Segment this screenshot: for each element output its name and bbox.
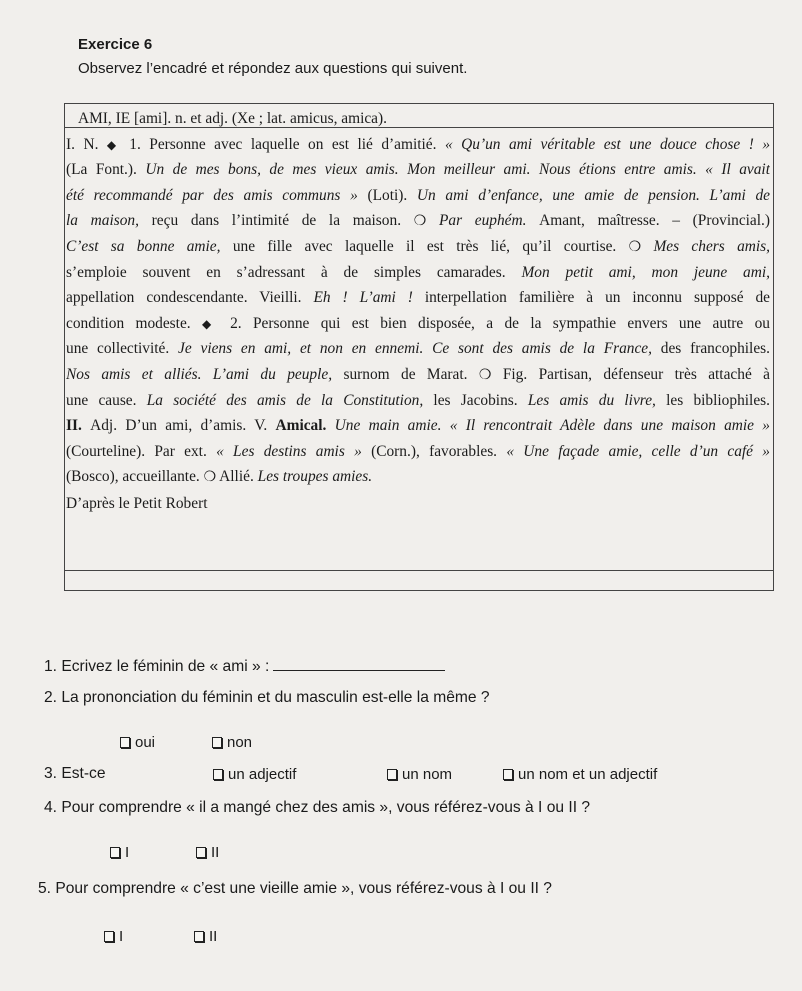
question-1-text: 1. Ecrivez le féminin de « ami » : (44, 658, 270, 675)
checkbox-icon[interactable] (110, 847, 120, 858)
checkbox-icon[interactable] (503, 769, 513, 780)
circle-bullet-icon: ❍ (478, 367, 492, 383)
entry-line-13: (Courteline). Par ext. « Les destins amis » (Corn.), favorables. « Une façade amie, celle d’un café » (66, 442, 770, 460)
entry-line-3: été recommandé par des amis communs » (Loti). Un ami d’enfance, une amie de pension. L’ami de (66, 186, 770, 204)
checkbox-icon[interactable] (213, 769, 223, 780)
question-1 (44, 656, 445, 676)
exercise-instruction: Observez l’encadré et répondez aux questions qui suivent. (78, 60, 468, 77)
q3-option-nom[interactable]: un nom (387, 766, 452, 783)
exercise-title: Exercice 6 (78, 36, 153, 53)
entry-line-4: la maison, reçu dans l’intimité de la maison. ❍ Par euphém. Amant, maîtresse. – (Provincial.) (66, 212, 770, 230)
checkbox-icon[interactable] (212, 737, 222, 748)
entry-line-1: I. N. ◆ 1. Personne avec laquelle on est lié d’amitié. « Qu’un ami véritable est une douce chose ! » (66, 135, 770, 153)
frame-divider-bottom (64, 570, 774, 571)
checkbox-icon[interactable] (194, 931, 204, 942)
entry-source: D’après le Petit Robert (66, 494, 208, 512)
q5-option-i[interactable]: I (104, 928, 123, 945)
entry-line-11: une cause. La société des amis de la Constitution, les Jacobins. Les amis du livre, les bibliophiles. (66, 391, 770, 409)
diamond-bullet-icon: ◆ (201, 316, 219, 331)
entry-line-12: II. Adj. D’un ami, d’amis. V. Amical. Une main amie. « Il rencontrait Adèle dans une maison amie » (66, 417, 770, 435)
entry-line-8: condition modeste. ◆ 2. Personne qui est bien disposée, a de la sympathie envers une autre ou (66, 314, 770, 332)
answer-blank[interactable] (273, 656, 445, 671)
circle-bullet-icon: ❍ (628, 239, 642, 255)
q3-option-nom-et-adjectif[interactable]: un nom et un adjectif (503, 766, 657, 783)
entry-line-6: s’emploie souvent en s’adressant à de simples camarades. Mon petit ami, mon jeune ami, (66, 263, 770, 281)
entry-line-7: appellation condescendante. Vieilli. Eh ! L’ami ! interpellation familière à un inconnu supposé de (66, 289, 770, 307)
entry-line-10: Nos amis et alliés. L’ami du peuple, surnom de Marat. ❍ Fig. Partisan, défenseur très attaché à (66, 365, 770, 383)
question-2: 2. La prononciation du féminin et du masculin est-elle la même ? (44, 689, 490, 706)
entry-line-14: (Bosco), accueillante. ❍ Allié. Les troupes amies. (66, 468, 373, 486)
dictionary-entry (66, 106, 770, 517)
question-3: 3. Est-ce (44, 765, 106, 782)
question-4: 4. Pour comprendre « il a mangé chez des amis », vous référez-vous à I ou II ? (44, 799, 591, 816)
q4-option-i[interactable]: I (110, 844, 129, 861)
q3-option-adjectif[interactable]: un adjectif (213, 766, 296, 783)
entry-line-5: C’est sa bonne amie, une fille avec laquelle il est très lié, qu’il courtise. ❍ Mes chers amis, (66, 237, 770, 255)
circle-bullet-icon: ❍ (413, 214, 427, 230)
q2-option-oui[interactable]: oui (120, 734, 155, 751)
q4-option-ii[interactable]: II (196, 844, 219, 861)
question-5: 5. Pour comprendre « c’est une vieille amie », vous référez-vous à I ou II ? (38, 880, 552, 897)
checkbox-icon[interactable] (387, 769, 397, 780)
checkbox-icon[interactable] (120, 737, 130, 748)
q5-option-ii[interactable]: II (194, 928, 217, 945)
diamond-bullet-icon: ◆ (106, 137, 121, 152)
entry-headword: AMI, IE [ami]. n. et adj. (Xe ; lat. amicus, amica). (78, 110, 387, 127)
entry-line-2: (La Font.). Un de mes bons, de mes vieux amis. Mon meilleur ami. Nous étions entre amis. « Il avait (66, 161, 770, 179)
circle-bullet-icon: ❍ (203, 470, 217, 486)
entry-line-9: une collectivité. Je viens en ami, et non en ennemi. Ce sont des amis de la France, des francophiles. (66, 340, 770, 358)
q2-option-non[interactable]: non (212, 734, 252, 751)
checkbox-icon[interactable] (196, 847, 206, 858)
checkbox-icon[interactable] (104, 931, 114, 942)
